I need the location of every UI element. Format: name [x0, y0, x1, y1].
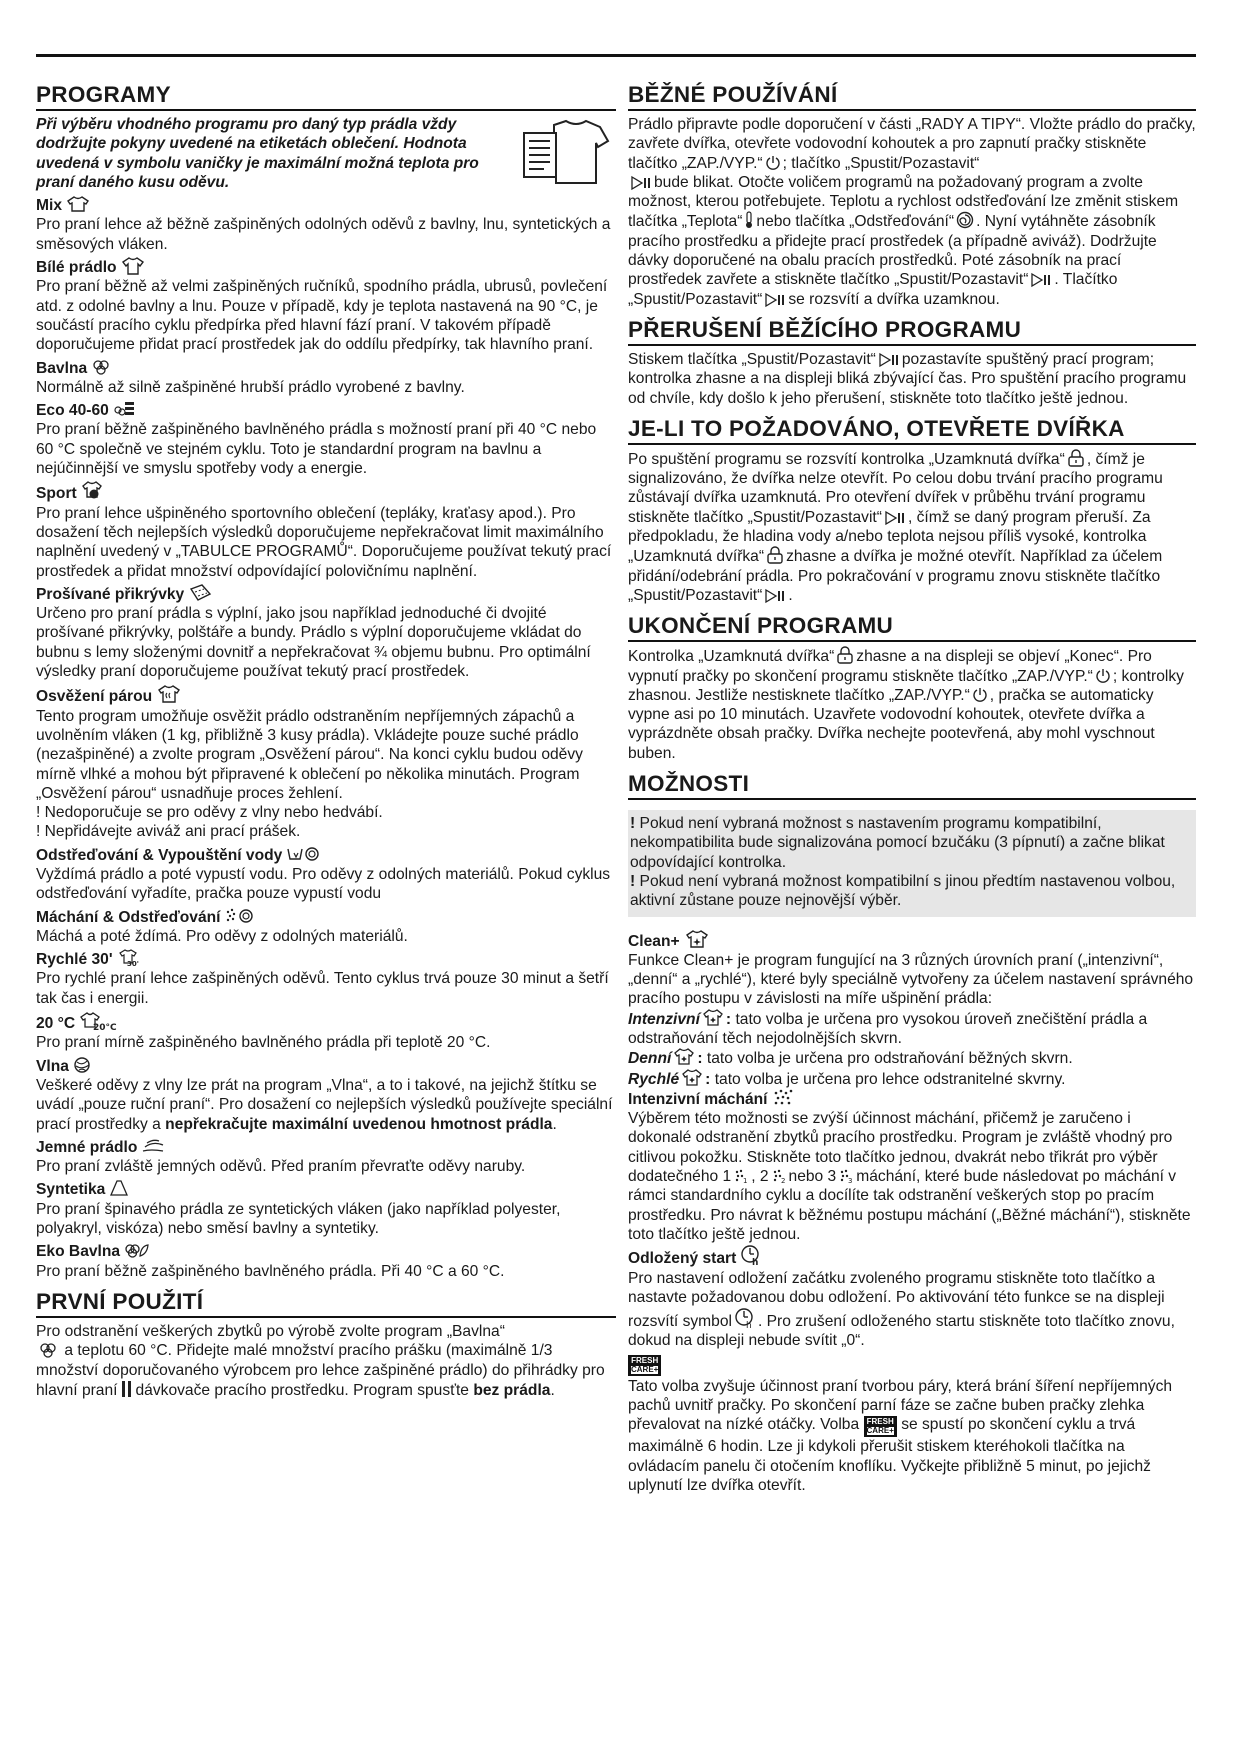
clean-daily: Denní : tato volba je určena pro odstraňování běžných skvrn. [628, 1050, 1073, 1068]
section-title-programy: PROGRAMY [36, 82, 616, 111]
svg-text:20°C: 20°C [93, 1023, 117, 1034]
section-title-moznosti: MOŽNOSTI [628, 771, 1196, 800]
program-name: Odstřeďování & Vypouštění vody [36, 846, 283, 864]
program-desc: Pro praní lehce ušpiněného sportovního oblečení (tepláky, kraťasy apod.). Pro dosažení těch nejlepších výsledků doporučujeme nepřekračovat limit maximálního naplnění uvedený v „TABULCE PROGRAMŮ“. Doporučujeme používat tekutý prací prostředek a přidat množství odpovídající polovičnímu naplnění. [36, 504, 612, 580]
clean-quick-icon [681, 1069, 703, 1087]
dvirka-text: Po spuštění programu se rozsvítí kontrolka „Uzamknutá dvířka“ , čímž je signalizováno, že dvířka nelze otevřít. Po celou dobu trvání pracího programu zůstávají dvířka uzamknutá. Pro otevření dvířek v průběhu trvání programu stiskněte tlačítko „Spustit/Pozastavit“ , čímž se daný program přeruší. Za předpokladu, že hladina vody a/nebo teplota nejsou příliš vysoké, kontrolka „Uzamknutá dvířka“ zhasne a dvířka je možné otevřít. Například za účelem přidání/odebrání prádla. Pro pokračování v programu znovu stiskněte tlačítko „Spustit/Pozastavit“ . [628, 450, 1163, 604]
door-lock-icon [766, 546, 784, 564]
program-desc: Pro praní špinavého prádla ze syntetických vláken (jako například polyester, polyakryl, viskóza) nebo směsí bavlny a syntetiky. [36, 1200, 561, 1238]
programy-intro [36, 115, 616, 192]
program-desc: Pro praní zvláště jemných oděvů. Před praním převraťte oděvy naruby. [36, 1158, 526, 1176]
program-name: Osvěžení párou [36, 688, 153, 706]
synthetics-icon [109, 1179, 129, 1197]
program-desc: Tento program umožňuje osvěžit prádlo odstraněním nepříjemných zápachů a uvolněním vláken (1 kg, přibližně 3 kusy prádla). Vkládejte pouze suché prádlo (nezašpiněné) a zvolte program „Osvěžení párou“. Na konci cyklu budou oděvy mírně vlhké a mohou být připravené k oblečení po několika minutách. Program „Osvěžení párou“ usnadňuje proces žehlení. [36, 707, 583, 802]
intensive-rinse-desc: Výběrem této možnosti se zvýší účinnost máchání, přičemž je zaručeno i dokonalé odstranění zbytků pracího prostředku. Program je zvláště vhodný pro citlivou pokožku. Stiskněte toto tlačítko jednou, dvakrát nebo třikrát pro výběr dodatečného 1 1 , 2 2 nebo 3 3 máchání, které bude následovat po máchání v rámci standardního cyklu a docílíte tak odstranění veškerých stop po pracím prostředku. Pro návrat k běžnému postupu máchání („Běžné máchání“), stiskněte toto tlačítko ještě jednou. [628, 1110, 1191, 1243]
program-desc: Veškeré oděvy z vlny lze prát na program „Vlna“, a to i takové, na jejichž štítku se uvádí „pouze ruční praní“. Pro dosažení co nejlepších výsledků používejte speciální prací prostředky a nepřekračujte maximální uvedenou hmotnost prádla. [36, 1076, 613, 1133]
main-wash-compartment-icon [120, 1380, 134, 1398]
power-icon [765, 155, 781, 171]
rinse-spin-icon [225, 907, 255, 925]
program-mix [36, 195, 616, 254]
program-name: 20 °C [36, 1015, 76, 1033]
svg-text:2: 2 [780, 1177, 785, 1186]
rinse-1-icon [733, 1168, 749, 1184]
clean-quick: Rychlé : tato volba je určena pro lehce odstranitelné skvrny. [628, 1070, 1066, 1088]
program-name: Sport [36, 485, 77, 503]
delay-start-icon [740, 1244, 762, 1269]
wool-icon [73, 1056, 93, 1074]
svg-text:30': 30' [126, 960, 139, 969]
start-pause-icon [764, 589, 786, 603]
clean-desc: Funkce Clean+ je program fungující na 3 různých úrovních praní („intenzivní“, „denní“ a „rychlé“), které byly speciálně vytvořeny za účelem nastavení správného pracího postupu v závislosti na míře ušpinění prádla: [628, 951, 1194, 1008]
clean-intensive-icon [702, 1009, 724, 1027]
start-pause-icon [878, 353, 900, 367]
program-rapid-30 [36, 949, 616, 1008]
program-name: Jemné prádlo [36, 1138, 138, 1156]
intensive-rinse-icon [772, 1089, 796, 1107]
program-note: ! Nepřidávejte aviváž ani prací prášek. [36, 823, 301, 841]
program-name: Prošívané přikrývky [36, 585, 185, 603]
spin-drain-icon [286, 845, 320, 863]
clean-intensive: Intenzivní : tato volba je určena pro vysokou úroveň znečištění prádla a odstraňování těch nejodolnějších skvrn. [628, 1010, 1148, 1047]
svg-text:h: h [745, 1321, 752, 1332]
fresh-care-icon: FRESH CARE+ [628, 1355, 661, 1376]
fresh-care-icon: FRESH CARE+ [864, 1416, 897, 1437]
program-desc: Pro praní běžně až velmi zašpiněných ručníků, spodního prádla, ubrusů, povlečení atd. z odolné bavlny a lnu. Pouze v případě, kdy je teplota nastavená na 90 °C, je součástí pracího cyklu předpírka před hlavní fází praní. V takovém případě doporučujeme přidat prací prostředek jak do oddílu předpírky, tak hlavního praní. [36, 278, 608, 354]
preruseni-text: Stiskem tlačítka „Spustit/Pozastavit“ pozastavíte spuštěný prací program; kontrolka zhasne a na displeji bliká zbývající čas. Pro spuštění pracího programu od chvíle, kdy došlo k jeho přerušení, stiskněte toto tlačítko ještě jednou. [628, 350, 1187, 407]
section-title-ukonceni: UKONČENÍ PROGRAMU [628, 613, 1196, 642]
program-eco-40-60 [36, 400, 616, 478]
program-name: Eko Bavlna [36, 1243, 121, 1261]
delay-start-desc: Pro nastavení odložení začátku zvoleného programu stiskněte toto tlačítko a nastavte požadovanou dobu odložení. Po aktivování této funkce se na displeji rozsvítí symbol h . Pro zrušení odloženého startu stiskněte toto tlačítko znovu, dokud na displeji nebude svítit „0“. [628, 1269, 1175, 1350]
door-lock-icon [836, 646, 854, 664]
program-name: Rychlé 30' [36, 951, 113, 969]
right-column [628, 72, 1196, 1495]
program-desc: Určeno pro praní prádla s výplní, jako jsou například jednoduché či dvojité prošívané přikrývky, polštáře a bundy. Prádlo s výplní doporučujeme vkládat do bubnu s lemy složenými dovnitř a nepřekračovat ¾ objemu bubnu. Pro optimální výsledky praní doporučujeme používat tekutý prací prostředek. [36, 605, 591, 681]
rinse-3-icon [838, 1168, 854, 1184]
20c-icon [79, 1011, 117, 1034]
program-desc: Pro praní běžně zašpiněného bavlněného prádla. Při 40 °C a 60 °C. [36, 1262, 505, 1280]
program-duvet [36, 584, 616, 681]
fresh-care-desc: Tato volba zvyšuje účinnost praní tvorbou páry, která brání šíření nepříjemných pachů uvnitř pračky. Po skončení parní fáze se začne buben pračky zlehka převalovat na nízké otáčky. Volba FRESH CARE+ se spustí po skončení cyklu a trvá maximálně 6 hodin. Lze ji kdykoli přerušit stiskem kteréhokoli tlačítka na ovládacím panelu či otočením knoflíku. Vyčkejte přibližně 5 minut, po jejichž uplynutí lze dvířka otevřít. [628, 1377, 1173, 1494]
program-name: Vlna [36, 1057, 69, 1075]
program-delicates [36, 1137, 616, 1177]
section-title-preruseni: PŘERUŠENÍ BĚŽÍCÍHO PROGRAMU [628, 317, 1196, 346]
option-name-delay-start: Odložený start [628, 1250, 737, 1268]
cotton-icon [38, 1342, 58, 1358]
garment-label-icon [520, 117, 610, 189]
duvet-icon [188, 584, 212, 602]
program-spin-drain [36, 845, 616, 904]
programy-intro-text: Při výběru vhodného programu pro daný typ prádla vždy dodržujte pokyny uvedené na etiketách oblečení. Hodnota uvedená v symbolu vaničky je maximální možná teplota pro praní daného kusu oděvu. [36, 116, 479, 191]
power-icon [972, 687, 988, 703]
program-name: Eco 40-60 [36, 402, 109, 420]
option-name-intensive-rinse: Intenzivní máchání [628, 1090, 768, 1108]
temperature-icon [744, 211, 754, 229]
program-cotton [36, 358, 616, 398]
program-desc: Pro praní mírně zašpiněného bavlněného prádla při teplotě 20 °C. [36, 1034, 491, 1052]
program-eco-cotton [36, 1241, 616, 1281]
rinse-2-icon [771, 1168, 787, 1184]
ukonceni-text: Kontrolka „Uzamknutá dvířka“ zhasne a na displeji se objeví „Konec“. Pro vypnutí pračky po skončení programu stiskněte tlačítko „ZAP./VYP.“ ; kontrolky zhasnou. Jestliže nestisknete tlačítko „ZAP./VYP.“ , pračka se automaticky vypne asi po 10 minutách. Uzavřete vodovodní kohoutek, otevřete dvířka a vyprázdněte obsah pračky. Dvířka nechejte pootevřená, aby mohl vyschnout buben. [628, 648, 1184, 762]
white-shirt-icon [121, 257, 145, 275]
option-name-clean: Clean+ [628, 932, 680, 950]
program-rinse-spin [36, 907, 616, 947]
program-note: ! Nedoporučuje se pro oděvy z vlny nebo hedvábí. [36, 804, 383, 822]
bezne-pouzivani-text: Prádlo připravte podle doporučení v části „RADY A TIPY“. Vložte prádlo do pračky, zavřete dvířka, otevřete vodovodní kohoutek a pro zapnutí pračky stiskněte tlačítko „ZAP./VYP.“ ; tlačítko „Spustit/Pozastavit“ bude blikat. Otočte voličem programů na požadovaný program a zvolte možnost, kterou potřebujete. Teplotu a rychlost odstřeďování lze změnit stiskem tlačítka „Teplota“ nebo tlačítka „Odstřeďování“ . Nyní vytáhněte zásobník pracího prostředku a přidejte prací prostředek (a případně aviváž). Dodržujte dávky doporučené na obalu pracích prostředků. Poté zásobník na prací prostředek zavřete a stiskněte tlačítko „Spustit/Pozastavit“ . Tlačítko „Spustit/Pozastavit“ se rozsvítí a dvířka uzamknou. [628, 116, 1196, 308]
program-desc: Vyždímá prádlo a poté vypustí vodu. Pro oděvy z odolných materiálů. Pokud cyklus odstřeďování vyřadíte, pračka pouze vypustí vodu [36, 865, 611, 903]
program-wool [36, 1056, 616, 1134]
svg-text:1: 1 [743, 1177, 748, 1186]
eco-cotton-icon [124, 1241, 150, 1259]
program-sport [36, 481, 616, 580]
left-column [36, 72, 616, 1400]
clean-plus-icon [684, 929, 710, 949]
start-pause-icon [764, 293, 786, 307]
delicates-icon [141, 1137, 167, 1155]
delay-start-icon [734, 1307, 756, 1332]
rapid-30-icon [117, 949, 139, 967]
program-name: Bavlna [36, 359, 88, 377]
program-steam-refresh [36, 684, 616, 841]
program-desc: Pro praní běžně zašpiněného bavlněného prádla s možností praní při 40 °C nebo 60 °C společně ve stejném cyklu. Toto je standardní program na bavlnu a nejúčinnější ve smyslu spotřeby vody a energie. [36, 421, 597, 478]
program-white [36, 257, 616, 354]
program-desc: Máchá a poté ždímá. Pro oděvy z odolných materiálů. [36, 927, 408, 945]
section-title-bezne-pouzivani: BĚŽNÉ POUŽÍVÁNÍ [628, 82, 1196, 111]
program-name: Syntetika [36, 1181, 106, 1199]
options-warning-box: ! Pokud není vybraná možnost s nastavením programu kompatibilní, nekompatibilita bude signalizována pomocí bzučáku (3 pípnutí) a začne blikat odpovídající kontrolka. ! Pokud není vybraná možnost kompatibilní s jinou předtím nastavenou volbou, aktivní zůstane pouze nejnovější výběr. [628, 810, 1196, 916]
program-name: Bílé prádlo [36, 259, 117, 277]
power-icon [1095, 668, 1111, 684]
door-lock-icon [1067, 449, 1085, 467]
start-pause-icon [630, 176, 652, 190]
section-title-dvirka: JE-LI TO POŽADOVÁNO, OTEVŘETE DVÍŘKA [628, 416, 1196, 445]
clean-daily-icon [673, 1048, 695, 1066]
svg-text:3: 3 [848, 1177, 853, 1186]
program-name: Mix [36, 197, 62, 215]
program-20c [36, 1011, 616, 1053]
mix-icon [66, 195, 92, 213]
steam-refresh-icon [156, 684, 182, 704]
cotton-icon [91, 358, 111, 376]
program-name: Máchání & Odstřeďování [36, 908, 221, 926]
start-pause-icon [1030, 273, 1052, 287]
svg-text:h: h [752, 1258, 759, 1269]
program-desc: Normálně až silně zašpiněné hrubší prádlo vyrobené z bavlny. [36, 378, 465, 396]
program-desc: Pro praní lehce až běžně zašpiněných odolných oděvů z bavlny, lnu, syntetických a směsových vláken. [36, 216, 611, 253]
eco-40-60-icon [113, 400, 135, 418]
program-synthetics [36, 1179, 616, 1238]
top-rule [36, 54, 1196, 57]
prvni-pouziti-text: Pro odstranění veškerých zbytků po výrobě zvolte program „Bavlna“ a teplotu 60 °C. Přidejte malé množství pracího prášku (maximálně 1/3 množství doporučovaného výrobcem pro lehce zašpiněné prádlo) do přihrádky pro hlavní praní dávkovače pracího prostředku. Program spusťte bez prádla. [36, 1322, 605, 1399]
start-pause-icon [884, 511, 906, 525]
program-desc: Pro rychlé praní lehce zašpiněných oděvů. Tento cyklus trvá pouze 30 minut a šetří tak čas i energii. [36, 970, 609, 1007]
spin-icon [956, 211, 974, 229]
sport-icon [81, 481, 103, 501]
section-title-prvni-pouziti: PRVNÍ POUŽITÍ [36, 1289, 616, 1318]
